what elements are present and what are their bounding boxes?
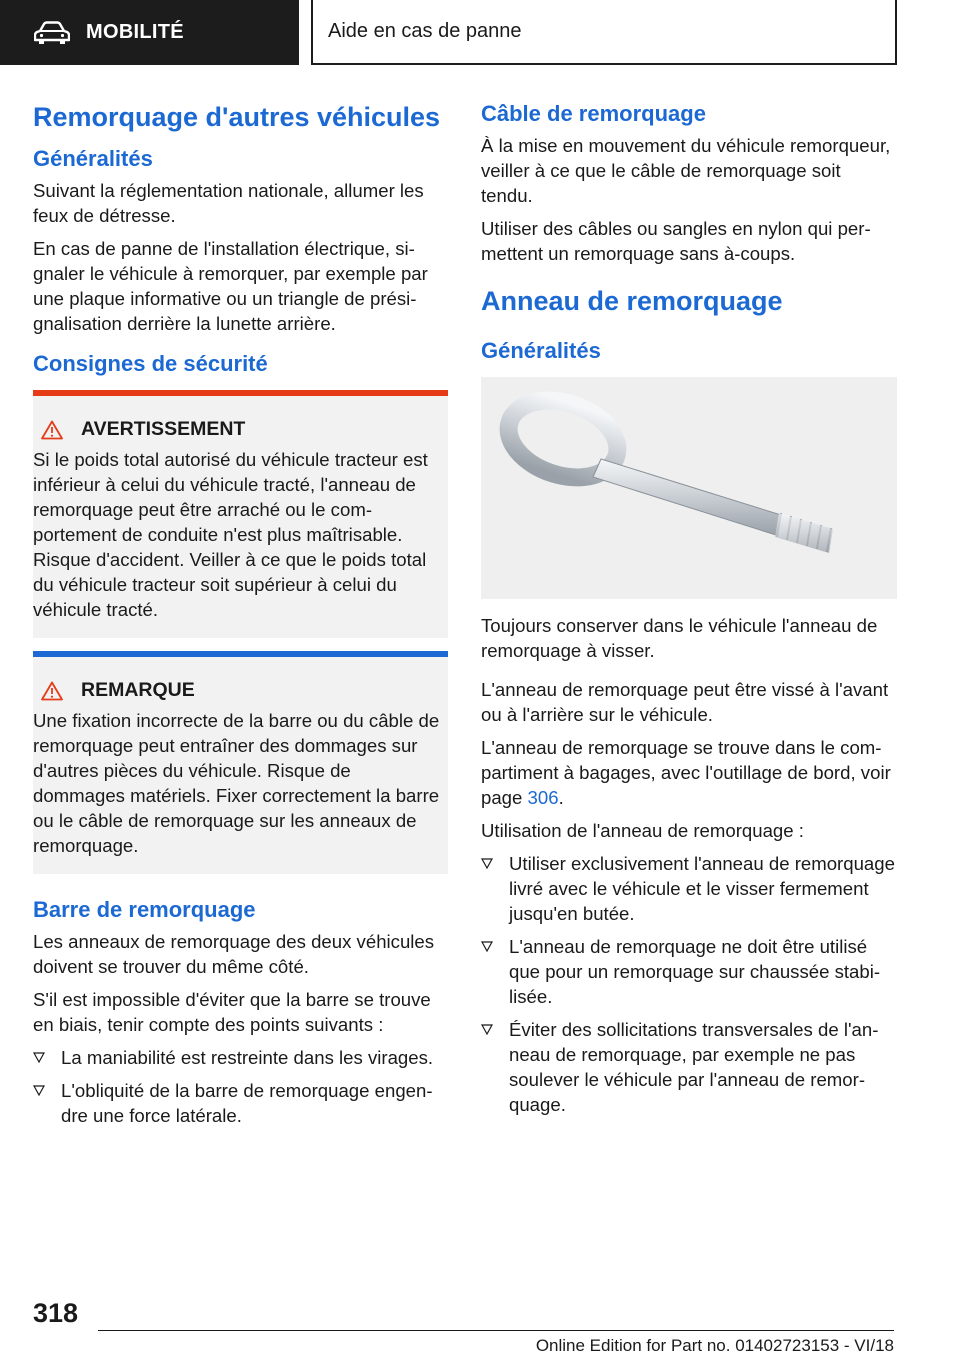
anneau-list xyxy=(481,851,897,1117)
triangle-bullet-icon xyxy=(481,858,493,869)
heading-generalites: Généralités xyxy=(33,146,153,172)
paragraph-page-ref: L'anneau de remorquage se trouve dans le compartiment à bagages, avec l'outillage de bord, voir page 306. xyxy=(481,737,891,809)
footer-edition: Online Edition for Part no. 01402723153 - VI/18 xyxy=(535,1336,894,1355)
triangle-bullet-icon xyxy=(481,1024,493,1035)
section-title-remorquage-autres: Remorquage d'autres véhicules xyxy=(33,102,441,132)
note-label: REMARQUE xyxy=(81,679,195,702)
list-item: L'obliquité de la barre de remorquage engendre une force latérale. xyxy=(33,1078,448,1128)
paragraph: L'anneau de remorquage peut être vissé à l'avant ou à l'arrière sur le véhicule. xyxy=(481,679,889,726)
page-link-306[interactable]: 306 xyxy=(527,787,559,809)
towing-eye-icon xyxy=(481,377,897,599)
heading-consignes: Consignes de sécurité xyxy=(33,350,268,376)
footer-divider xyxy=(98,1330,894,1331)
note-triangle-icon xyxy=(41,681,63,701)
warning-label: AVERTISSEMENT xyxy=(81,418,246,441)
list-item: L'anneau de remorquage ne doit être utilisé que pour un remorquage sur chaussée stabilisée. xyxy=(481,934,897,1009)
section-tab xyxy=(0,0,299,65)
triangle-bullet-icon xyxy=(33,1085,45,1096)
chapter-tab xyxy=(311,0,897,65)
section-label: MOBILITÉ xyxy=(86,21,184,43)
list-item: Utiliser exclusivement l'anneau de remorquage livré avec le véhicule et le visser fermement jusqu'en butée. xyxy=(481,851,897,926)
list-item: La maniabilité est restreinte dans les virages. xyxy=(33,1045,448,1070)
paragraph: Toujours conserver dans le véhicule l'anneau de remorquage à visser. xyxy=(481,615,878,662)
paragraph: Utiliser des câbles ou sangles en nylon qui permettent un remorquage sans à-coups. xyxy=(481,217,871,264)
barre-list xyxy=(33,1045,448,1128)
warning-box xyxy=(33,390,448,638)
paragraph: Suivant la réglementation nationale, allumer les feux de détresse. xyxy=(33,179,424,226)
warning-text: Si le poids total autorisé du véhicule tracteur est inférieur à celui du véhicule tracté, l'anneau de remorquage peut être arraché ou le comportement de conduite n'est plus maîtrisable. Risque d'accident. Veiller à ce que le poids total du véhicule tracteur soit supérieur à celui du véhicule tracté. xyxy=(33,449,428,621)
heading-cable: Câble de remorquage xyxy=(481,101,706,126)
note-box xyxy=(33,651,448,874)
warning-triangle-icon xyxy=(41,420,63,440)
paragraph: En cas de panne de l'installation électrique, signaler le véhicule à remorquer, par exemple par une plaque informative ou un triangle de présignalisation derrière la lunette arrière. xyxy=(33,237,428,334)
note-text: Une fixation incorrecte de la barre ou du câble de remorquage peut entraîner des dommages sur d'autres pièces du véhicule. Risque de dommages matériels. Fixer correctement la barre ou le câble de remorquage sur les anneaux de remorquage. xyxy=(33,710,440,857)
triangle-bullet-icon xyxy=(481,941,493,952)
towing-eye-image xyxy=(481,377,897,599)
paragraph: S'il est impossible d'éviter que la barre se trouve en biais, tenir compte des points suivants : xyxy=(33,988,431,1035)
section-title-anneau: Anneau de remorquage xyxy=(481,285,783,316)
list-item: Éviter des sollicitations transversales de l'anneau de remorquage, par exemple ne pas soulever le véhicule par l'anneau de remorquage. xyxy=(481,1017,897,1117)
note-header xyxy=(33,679,440,702)
right-column xyxy=(481,100,897,1125)
left-column xyxy=(33,100,448,1136)
page-number: 318 xyxy=(33,1298,79,1328)
paragraph: Utilisation de l'anneau de remorquage : xyxy=(481,820,804,842)
heading-generalites-anneau: Généralités xyxy=(481,337,601,363)
warning-header xyxy=(33,418,440,441)
car-icon xyxy=(34,21,70,45)
chapter-label: Aide en cas de panne xyxy=(328,20,522,42)
triangle-bullet-icon xyxy=(33,1052,45,1063)
paragraph: À la mise en mouvement du véhicule remorqueur, veiller à ce que le câble de remorquage soit tendu. xyxy=(481,134,891,206)
heading-barre: Barre de remorquage xyxy=(33,897,256,923)
paragraph: Les anneaux de remorquage des deux véhicules doivent se trouver du même côté. xyxy=(33,930,435,977)
